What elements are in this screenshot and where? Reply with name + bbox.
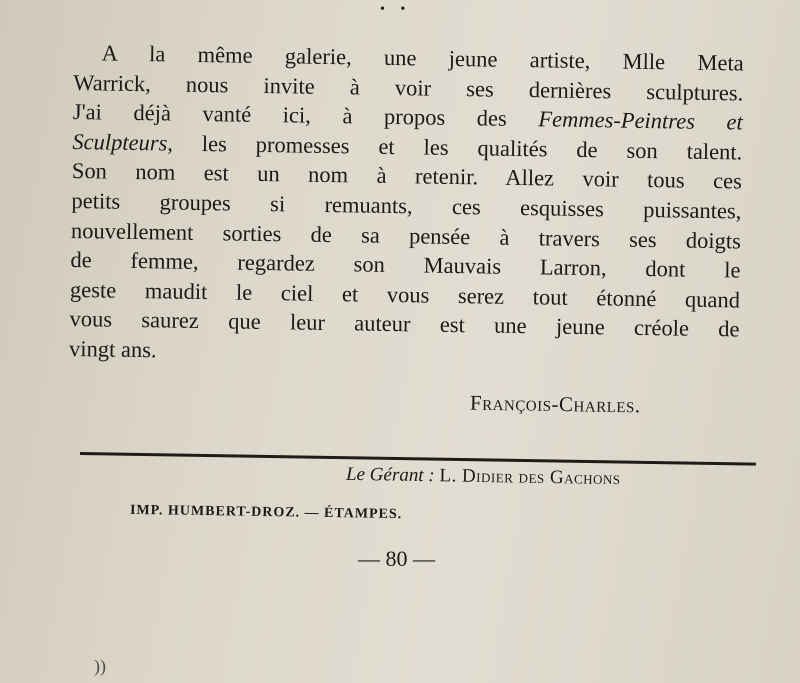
article-paragraph <box>69 38 744 374</box>
paragraph-line-5: Son nom est un nom à retenir. Allez voir tous ces <box>71 158 743 194</box>
gerant-line <box>346 464 621 490</box>
paragraph-line-6: petits groupes si remuants, ces esquisses puissantes, <box>71 187 742 224</box>
gerant-label: Le Gérant : <box>345 463 435 487</box>
paragraph-line-11: vingt ans. <box>68 335 157 363</box>
work-title-part-2: Sculpteurs <box>72 128 168 156</box>
page-number: — 80 — <box>358 546 435 571</box>
paragraph-line-9: geste maudit le ciel et vous serez tout étonné quand <box>69 276 741 313</box>
paragraph-line-8: de femme, regardez son Mauvais Larron, dont le <box>70 247 741 283</box>
paragraph-line-3-roman: J'ai déjà vanté ici, à propos des <box>72 99 539 132</box>
paragraph-line-10: vous saurez que leur auteur est une jeune créole de <box>69 306 740 342</box>
author-signature: François-Charles. <box>469 390 641 418</box>
gerant-name: L. Didier des Gachons <box>439 465 621 490</box>
work-title-part-1: Femmes-Peintres et <box>538 106 743 135</box>
top-marks: • • <box>380 2 412 17</box>
paragraph-line-7: nouvellement sorties de sa pensée à travers ses doigts <box>70 217 742 254</box>
paragraph-line-2: Warrick, nous invite à voir ses dernières sculptures. <box>73 69 744 106</box>
paragraph-line-1: A la même galerie, une jeune artiste, Mlle Meta <box>101 40 744 76</box>
printer-imprint: IMP. HUMBERT-DROZ. — ÉTAMPES. <box>129 502 403 523</box>
edge-mark: )) <box>94 656 106 676</box>
paragraph-line-4-roman: , les promesses et les qualités de son talent. <box>167 130 743 165</box>
horizontal-rule <box>80 452 756 466</box>
